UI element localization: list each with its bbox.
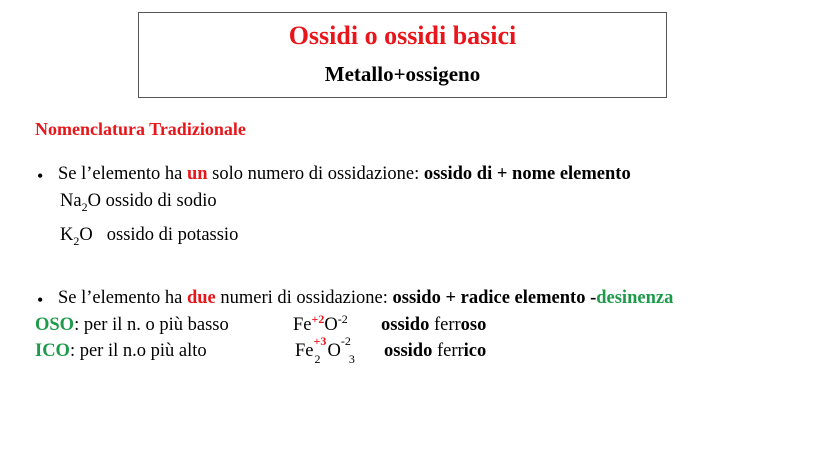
oso-formula xyxy=(293,312,348,336)
bullet-2-rule: ossido + radice elemento - xyxy=(392,288,597,308)
ico-fe-subscript: 2 xyxy=(314,352,321,366)
ico-fe: Fe xyxy=(295,341,314,361)
slide-title: Ossidi o ossidi basici xyxy=(288,21,517,50)
example-1-oxygen: O xyxy=(87,191,101,211)
oso-oxygen-charge: -2 xyxy=(337,312,348,326)
bullet-marker-1: • xyxy=(37,166,44,186)
title-box xyxy=(138,12,667,98)
ico-oxygen-scripts xyxy=(340,334,355,366)
oso-fe: Fe xyxy=(293,315,312,335)
example-2-element: K xyxy=(60,225,74,245)
bullet-2-mid: numeri di ossidazione: xyxy=(215,288,393,308)
ico-name-ossido: ossido xyxy=(384,341,433,361)
example-2-name: ossido di potassio xyxy=(106,225,239,245)
ico-formula xyxy=(295,334,355,366)
oso-name xyxy=(381,315,486,336)
slide-subtitle: Metallo+ossigeno xyxy=(324,62,481,86)
ico-name-suffix: ico xyxy=(463,341,487,361)
ico-name-root: ferr xyxy=(432,341,464,361)
oso-row xyxy=(35,315,229,336)
oso-description: : per il n. o più basso xyxy=(74,315,229,335)
oso-oxygen: O xyxy=(324,315,338,335)
example-1-element: Na xyxy=(60,191,82,211)
bullet-1-pre: Se l’elemento ha xyxy=(58,164,187,184)
bullet-marker-2: • xyxy=(37,290,44,310)
ico-name xyxy=(384,341,486,362)
example-na2o xyxy=(60,191,217,212)
example-k2o xyxy=(60,225,238,246)
bullet-2-highlight: due xyxy=(186,288,216,308)
oso-name-suffix: oso xyxy=(460,315,487,335)
bullet-1-rule: ossido di + nome elemento xyxy=(423,164,631,184)
bullet-1-mid: solo numero di ossidazione: xyxy=(207,164,424,184)
ico-oxygen: O xyxy=(327,341,341,361)
ico-row xyxy=(35,341,207,362)
oso-label: OSO xyxy=(35,315,75,335)
bullet-1-text xyxy=(58,164,631,185)
ico-fe-scripts xyxy=(313,334,328,366)
ico-label: ICO xyxy=(35,341,70,361)
oso-name-root: ferr xyxy=(429,315,461,335)
oso-fe-charge: +2 xyxy=(311,312,325,326)
ico-oxygen-charge: -2 xyxy=(340,334,351,348)
ico-description: : per il n.o più alto xyxy=(69,341,207,361)
example-1-subscript: 2 xyxy=(81,200,88,214)
bullet-2-pre: Se l’elemento ha xyxy=(58,288,187,308)
example-2-subscript: 2 xyxy=(73,234,80,248)
bullet-2-text xyxy=(58,288,673,309)
bullet-1-highlight: un xyxy=(186,164,208,184)
oso-name-ossido: ossido xyxy=(381,315,430,335)
ico-fe-charge: +3 xyxy=(313,334,327,348)
bullet-2-suffix-word: desinenza xyxy=(596,288,674,308)
example-2-oxygen: O xyxy=(79,225,93,245)
section-heading: Nomenclatura Tradizionale xyxy=(35,119,246,139)
ico-oxygen-subscript: 3 xyxy=(348,352,355,366)
example-1-name: ossido di sodio xyxy=(100,191,217,211)
